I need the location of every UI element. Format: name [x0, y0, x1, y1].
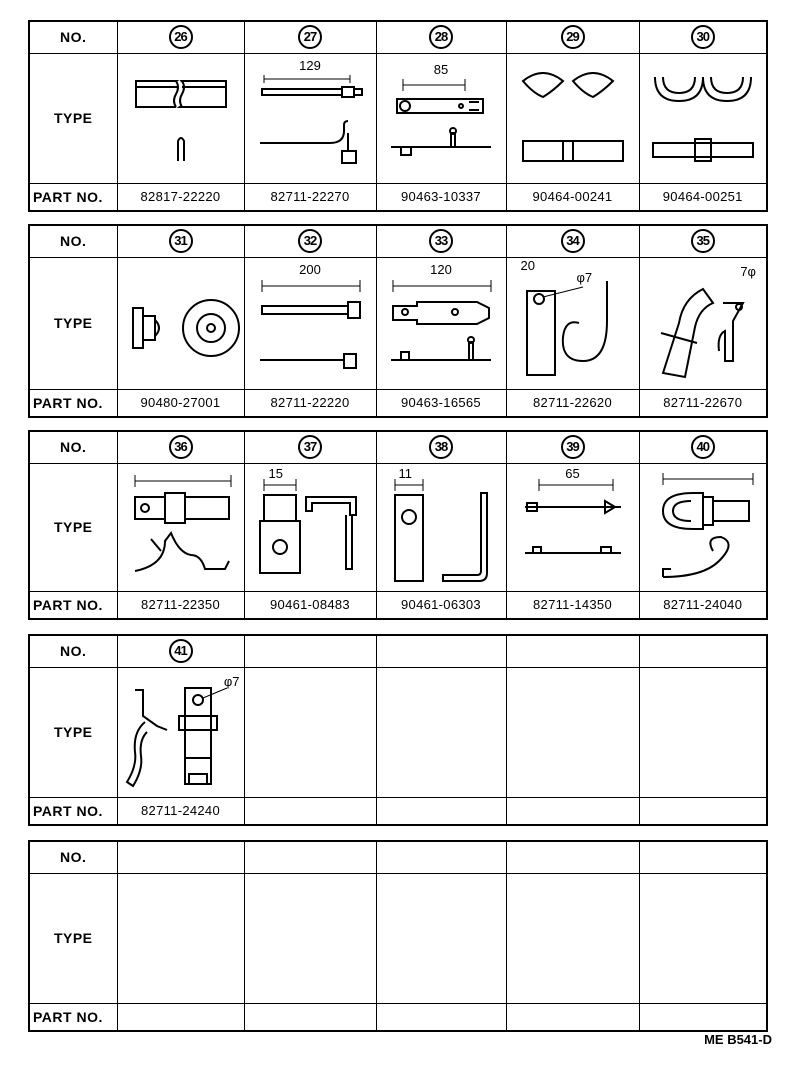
part-number: 90461-06303 [401, 597, 481, 613]
double-clamp-icon [506, 53, 639, 183]
empty-cell [244, 797, 376, 825]
long-cable-tie-icon [244, 257, 376, 389]
part-number: 82711-24240 [141, 803, 220, 819]
empty-cell [376, 797, 506, 825]
empty-cell [244, 1003, 376, 1031]
parts-table-1 [28, 20, 768, 212]
part-number: 90464-00241 [532, 189, 613, 205]
item-number: 41 [169, 639, 193, 663]
part-number: 82711-22670 [663, 395, 743, 411]
part-number: 82711-22620 [533, 395, 612, 411]
no-label: NO. [29, 635, 117, 667]
empty-cell [506, 635, 639, 667]
part-number: 90463-10337 [401, 189, 481, 205]
double-u-clamp-icon [639, 53, 767, 183]
part-number: 82711-22270 [270, 189, 350, 205]
empty-cell [376, 635, 506, 667]
diameter-label: φ7 [223, 673, 240, 689]
loop-clip-icon [639, 463, 767, 591]
empty-cell [639, 635, 767, 667]
empty-cell [117, 873, 244, 1003]
empty-cell [244, 841, 376, 873]
empty-cell [506, 667, 639, 797]
item-number: 37 [298, 435, 322, 459]
band-clip-icon [376, 53, 506, 183]
dimension-label: 11 [398, 465, 412, 481]
type-label: TYPE [29, 667, 117, 797]
item-number: 27 [298, 25, 322, 49]
parts-table-2 [28, 224, 768, 418]
drawing-code: ME B541-D [704, 1032, 772, 1047]
empty-cell [506, 873, 639, 1003]
empty-cell [244, 873, 376, 1003]
part-number: 82711-22350 [141, 597, 220, 613]
part-no-label: PART NO. [29, 797, 117, 825]
flat-bracket-icon [376, 463, 506, 591]
part-number: 82711-24040 [663, 597, 743, 613]
cable-tie-clamp-icon [244, 53, 376, 183]
no-label: NO. [29, 841, 117, 873]
empty-cell [244, 667, 376, 797]
type-label: TYPE [29, 53, 117, 183]
empty-cell [117, 841, 244, 873]
type-label: TYPE [29, 873, 117, 1003]
empty-cell [376, 873, 506, 1003]
empty-cell [639, 841, 767, 873]
type-label: TYPE [29, 257, 117, 389]
band-clip-long-icon [376, 257, 506, 389]
dimension-label: 20 [520, 257, 535, 273]
item-number: 29 [561, 25, 585, 49]
item-number: 34 [561, 229, 585, 253]
empty-cell [376, 1003, 506, 1031]
item-number: 31 [169, 229, 193, 253]
item-number: 30 [691, 25, 715, 49]
dimension-label: 120 [430, 261, 452, 277]
part-no-label: PART NO. [29, 183, 117, 211]
diameter-label: φ7 [576, 269, 593, 285]
empty-cell [506, 841, 639, 873]
part-number: 82817-22220 [140, 189, 221, 205]
diameter-label: 7φ [740, 263, 756, 279]
dimension-label: 129 [299, 57, 321, 73]
bracket-clamp-icon [117, 463, 244, 591]
item-number: 35 [691, 229, 715, 253]
empty-cell [639, 873, 767, 1003]
empty-cell [506, 1003, 639, 1031]
item-number: 36 [169, 435, 193, 459]
part-number: 90480-27001 [140, 395, 221, 411]
dimension-label: 65 [565, 465, 580, 481]
item-number: 28 [429, 25, 453, 49]
item-number: 38 [429, 435, 453, 459]
part-no-label: PART NO. [29, 591, 117, 619]
no-label: NO. [29, 431, 117, 463]
empty-cell [117, 1003, 244, 1031]
empty-cell [639, 1003, 767, 1031]
item-number: 33 [429, 229, 453, 253]
part-no-label: PART NO. [29, 1003, 117, 1031]
no-label: NO. [29, 21, 117, 53]
empty-cell [506, 797, 639, 825]
parts-table-3 [28, 430, 768, 620]
grommet-clip-icon [117, 257, 244, 389]
dimension-label: 200 [299, 261, 321, 277]
empty-cell [376, 667, 506, 797]
parts-table-4 [28, 634, 768, 826]
part-number: 82711-22220 [270, 395, 350, 411]
part-number: 82711-14350 [533, 597, 612, 613]
empty-cell [639, 797, 767, 825]
part-number: 90464-00251 [662, 189, 743, 205]
pin-clip-icon [506, 463, 639, 591]
item-number: 39 [561, 435, 585, 459]
bent-bracket-clip-icon [117, 667, 244, 797]
no-label: NO. [29, 225, 117, 257]
dimension-label: 85 [433, 61, 449, 77]
angled-clamp-icon [639, 257, 767, 389]
empty-cell [376, 841, 506, 873]
dimension-label: 15 [268, 465, 283, 481]
item-number: 26 [169, 25, 193, 49]
part-number: 90463-16565 [401, 395, 481, 411]
item-number: 40 [691, 435, 715, 459]
part-no-label: PART NO. [29, 389, 117, 417]
hook-bracket-icon [506, 257, 639, 389]
part-number: 90461-08483 [270, 597, 350, 613]
tape-clip-icon [117, 53, 244, 183]
parts-table-5 [28, 840, 768, 1032]
empty-cell [639, 667, 767, 797]
item-number: 32 [298, 229, 322, 253]
empty-cell [244, 635, 376, 667]
type-label: TYPE [29, 463, 117, 591]
l-bracket-icon [244, 463, 376, 591]
